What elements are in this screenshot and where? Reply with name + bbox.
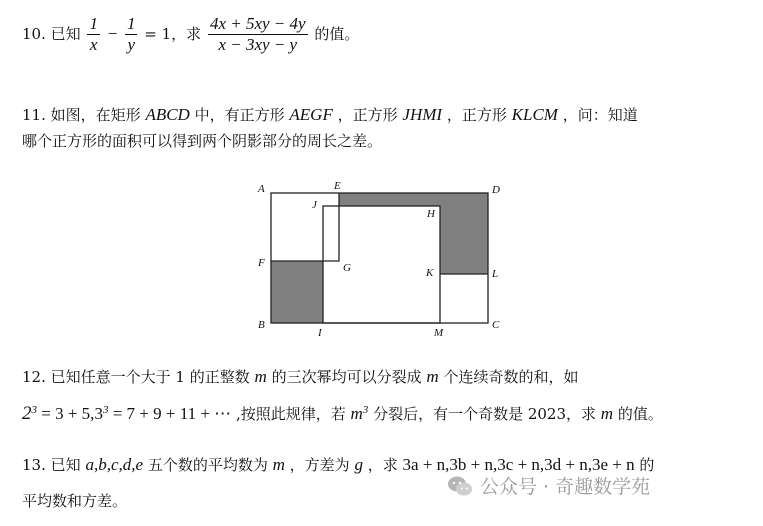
problem-12-number: 12. (22, 368, 46, 386)
problem-11-text: ，问：知道 (562, 106, 638, 124)
fraction-denominator: x (89, 35, 98, 55)
math-base-2: 2 (22, 403, 32, 424)
math-exponent: 3 (31, 404, 37, 416)
shade-fg-bi (271, 261, 323, 323)
problem-13-line-2: 平均数和方差。 (22, 492, 128, 510)
problem-13-text: 的 (639, 456, 655, 474)
problem-12-text: 的值。 (617, 405, 663, 423)
label-k: K (426, 267, 434, 279)
shaded-region-right (339, 193, 488, 274)
label-g: G (343, 262, 351, 274)
shade-e-d-l-k (339, 193, 488, 274)
math-m: m (350, 404, 363, 423)
label-d: D (492, 184, 500, 196)
label-h: H (427, 208, 435, 220)
label-f: F (258, 257, 265, 269)
fraction-numerator: 1 (125, 14, 138, 35)
fraction-denominator: y (127, 35, 135, 55)
problem-11-line-2: 哪个正方形的面积可以得到两个阴影部分的周长之差。 (22, 132, 383, 150)
problem-11-text: 中，有正方形 (194, 106, 285, 124)
equals-text: = 1，求 (144, 24, 202, 43)
problem-11-text: ，正方形 (337, 106, 398, 124)
math-abcd: ABCD (145, 105, 190, 124)
math-sum-2: = 7 + 9 + 11 + ⋯ (108, 404, 232, 423)
label-l: L (492, 268, 499, 280)
problem-12-line-1 (22, 366, 578, 388)
label-b: B (258, 319, 265, 331)
math-vars: a,b,c,d,e (85, 455, 144, 474)
math-expressions: 3a + n,3b + n,3c + n,3d + n,3e + n (402, 455, 635, 474)
label-m: M (434, 327, 444, 338)
problem-13-number: 13. (22, 456, 46, 474)
problem-12-line-2 (22, 402, 663, 427)
problem-12-text: ,按照此规律，若 (235, 405, 346, 423)
math-variance: g (354, 455, 363, 474)
math-m: m (600, 404, 614, 423)
geometry-figure (250, 178, 520, 338)
label-i: I (318, 327, 322, 338)
label-c: C (492, 319, 500, 331)
label-a: A (258, 183, 265, 195)
problem-13-text: 五个数的平均数为 (147, 456, 268, 474)
problem-12-text: 的三次幂均可以分裂成 (271, 368, 422, 386)
problem-10 (22, 14, 359, 56)
problem-11-number: 11. (22, 106, 46, 124)
square-aegf-edges (271, 193, 339, 261)
math-sum-1: = 3 + 5, (37, 404, 95, 423)
shaded-region-left (271, 261, 323, 323)
fraction-one-over-x (87, 14, 100, 56)
math-aegf: AEGF (289, 105, 333, 124)
math-exponent: 3 (102, 404, 109, 416)
problem-12-text: 个连续奇数的和，如 (443, 368, 579, 386)
problem-10-text-end: 的值。 (314, 24, 360, 43)
problem-11-text: ，正方形 (446, 106, 507, 124)
math-m: m (254, 367, 267, 386)
math-m: m (426, 367, 439, 386)
problem-12-text: 分裂后，有一个奇数是 2023，求 (373, 405, 597, 423)
fraction-numerator: 1 (87, 14, 100, 35)
fraction-denominator: x − 3xy − y (218, 35, 298, 55)
label-e: E (334, 180, 341, 192)
watermark-text: 公众号 · 奇趣数学苑 (480, 476, 651, 498)
fraction-expression (208, 14, 308, 56)
problem-11-text: 如图，在矩形 (50, 106, 141, 124)
minus-sign: − (106, 23, 119, 43)
square-jhmi (323, 206, 440, 323)
wechat-icon (446, 474, 474, 498)
math-klcm: KLCM (511, 105, 558, 124)
fraction-one-over-y (125, 14, 138, 56)
watermark (446, 472, 650, 499)
label-j: J (312, 199, 317, 211)
problem-12-text: 已知任意一个大于 1 的正整数 (50, 368, 250, 386)
math-jhmi: JHMI (402, 105, 443, 124)
problem-13-text: ，求 (367, 456, 398, 474)
problem-13-text: 已知 (50, 456, 81, 474)
problem-10-number: 10. (22, 24, 46, 43)
problem-13-text: ，方差为 (289, 456, 350, 474)
problem-11-line-1 (22, 104, 638, 126)
problem-10-text-start: 已知 (50, 24, 81, 43)
math-mean: m (272, 455, 285, 474)
fraction-numerator: 4x + 5xy − 4y (208, 14, 308, 35)
math-base-3: 3 (94, 404, 103, 423)
math-exponent: 3 (362, 404, 369, 416)
